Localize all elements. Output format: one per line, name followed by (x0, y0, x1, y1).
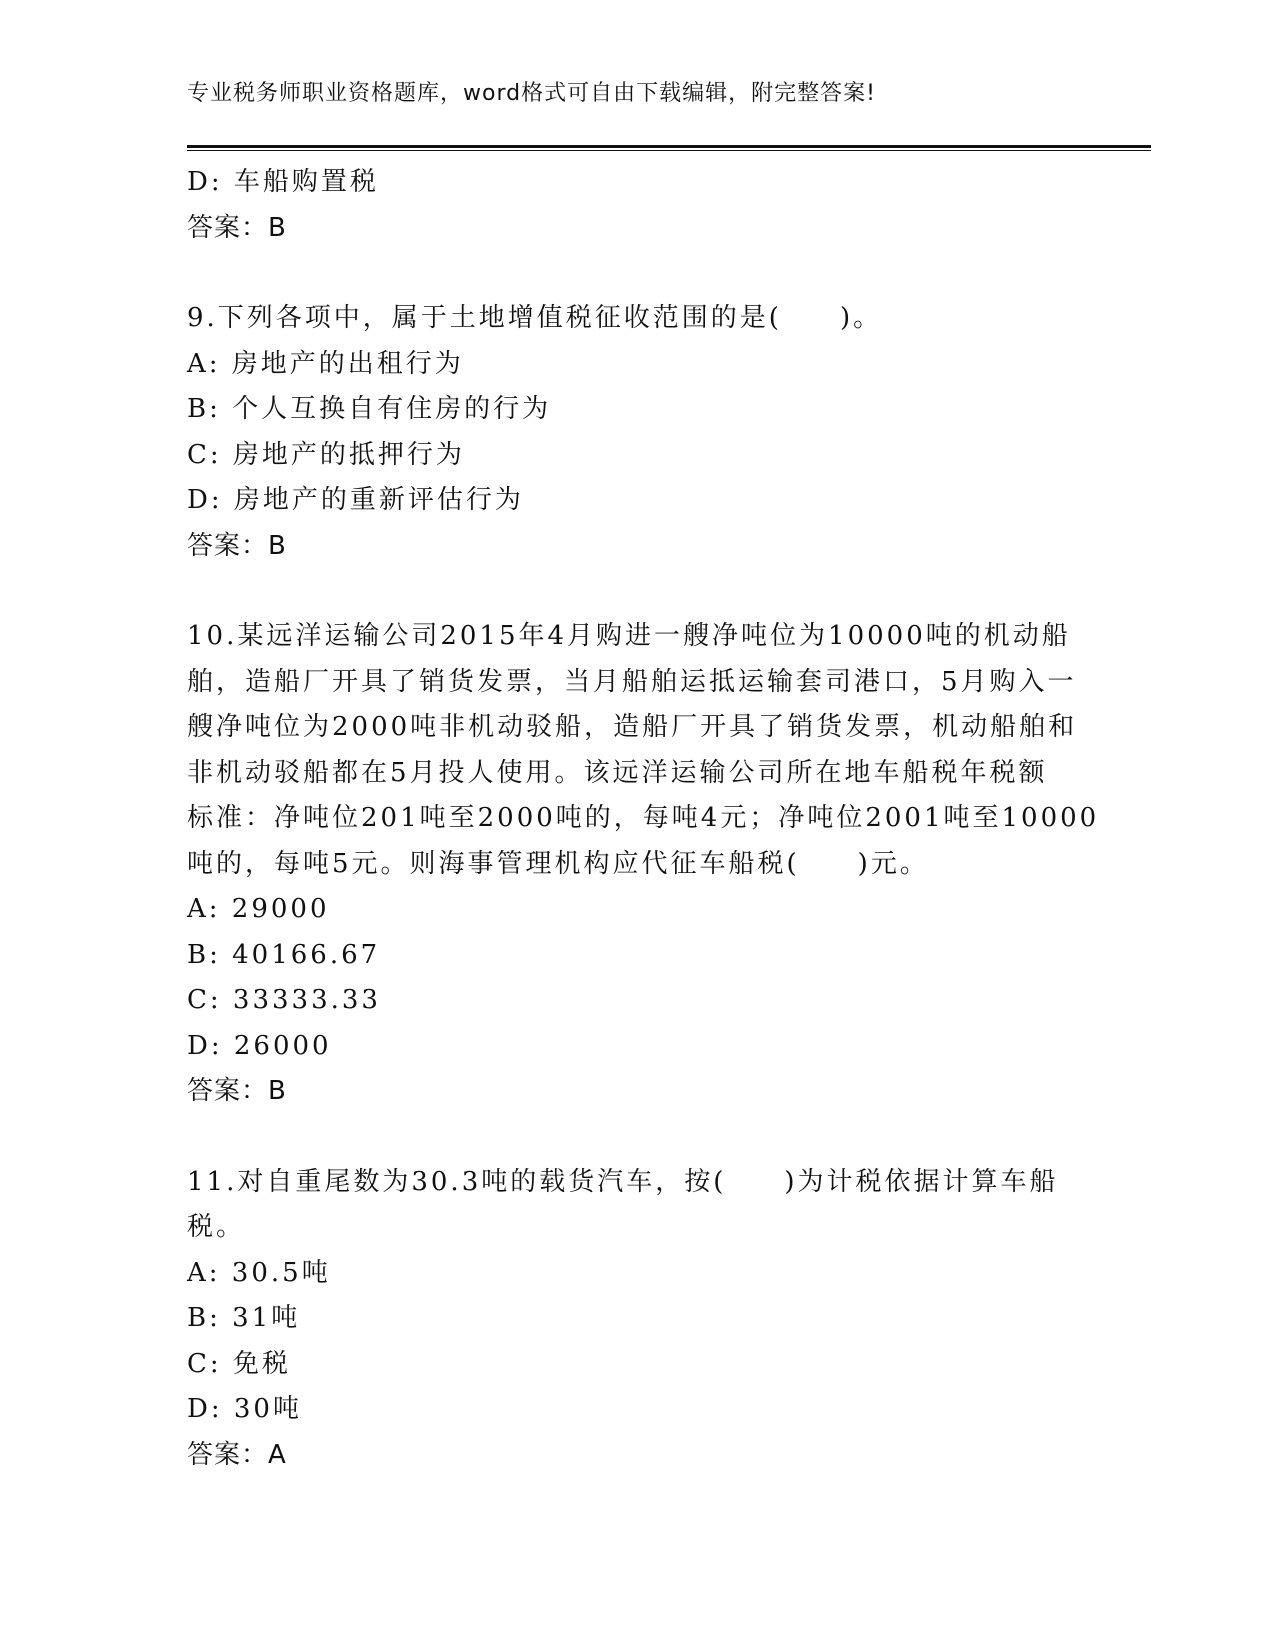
question-stem-line: 税。 (187, 1212, 246, 1242)
question-9 (187, 296, 1087, 569)
question-stem-line: 11.对自重尾数为30.3吨的载货汽车，按( )为计税依据计算车船 (187, 1166, 1059, 1197)
question-stem-line: 非机动驳船都在5月投人使用。该远洋运输公司所在地车船税年税额 (187, 757, 1048, 788)
question-10 (187, 614, 1100, 1115)
option-d: D: 26000 (187, 1030, 332, 1061)
option-b: B: 个人互换自有住房的行为 (187, 394, 552, 424)
spacer (187, 569, 1087, 614)
header-text: 专业税务师职业资格题库，word格式可自由下载编辑，附完整答案! (187, 81, 876, 106)
spacer (187, 251, 1087, 296)
option-b: B: 40166.67 (187, 939, 381, 970)
answer: 答案：B (187, 212, 287, 243)
option-a: A: 29000 (187, 894, 330, 924)
question-stem-line: 舶，造船厂开具了销货发票，当月船舶运抵运输套司港口，5月购入一 (187, 666, 1077, 697)
question-stem-line: 标准：净吨位201吨至2000吨的，每吨4元；净吨位2001吨至10000 (187, 803, 1100, 833)
option-c: C: 33333.33 (187, 985, 381, 1015)
option-b: B: 31吨 (187, 1303, 301, 1333)
question-list (187, 160, 1100, 1478)
question-stem-line: 艘净吨位为2000吨非机动驳船，造船厂开具了销货发票，机动船舶和 (187, 712, 1078, 742)
question-11 (187, 1160, 1087, 1479)
prev-question-tail (187, 160, 1087, 251)
option-d: D: 30吨 (187, 1394, 302, 1424)
spacer (187, 1115, 1087, 1160)
answer: 答案：A (187, 1439, 287, 1470)
header-rule-thin (187, 150, 1151, 151)
question-stem-line: 吨的，每吨5元。则海事管理机构应代征车船税( )元。 (187, 848, 929, 879)
option-d: D: 车船购置税 (187, 167, 379, 197)
answer: 答案：B (187, 1076, 287, 1106)
question-stem-line: 10.某远洋运输公司2015年4月购进一艘净吨位为10000吨的机动船 (187, 621, 1071, 651)
question-stem: 9.下列各项中，属于土地增值税征收范围的是( )。 (187, 303, 883, 333)
header-rule-thick (187, 145, 1151, 148)
option-a: A: 30.5吨 (187, 1257, 331, 1288)
answer: 答案：B (187, 530, 287, 561)
option-c: C: 免税 (187, 1348, 291, 1379)
option-d: D: 房地产的重新评估行为 (187, 485, 524, 515)
option-c: C: 房地产的抵押行为 (187, 439, 465, 470)
option-a: A: 房地产的出租行为 (187, 348, 464, 379)
